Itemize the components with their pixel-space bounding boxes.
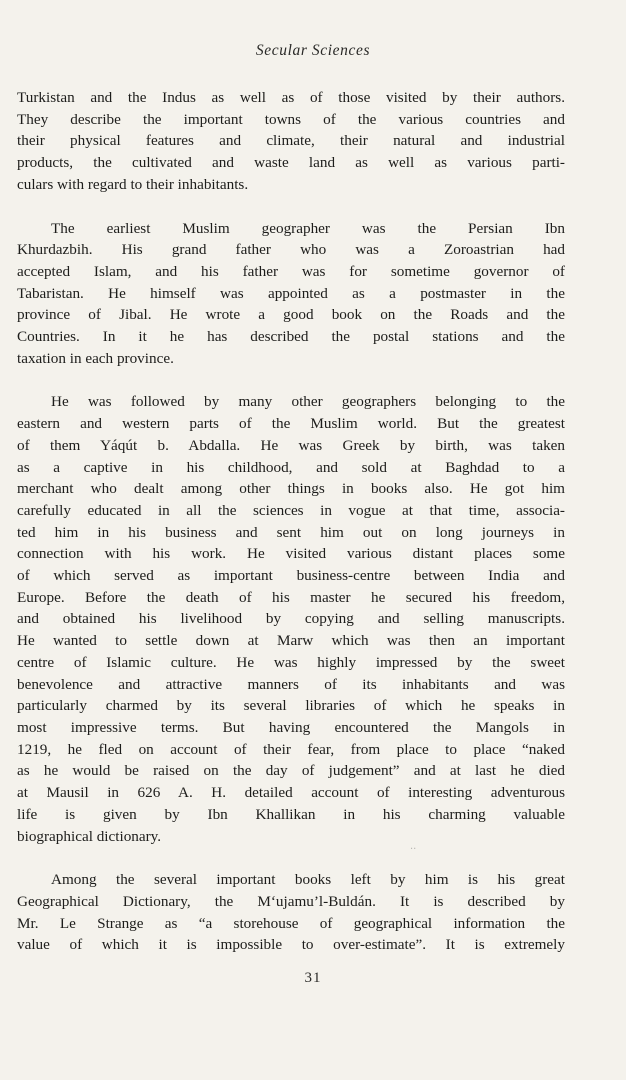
text-line: He was followed by many other geographers belonging to the [51, 393, 565, 411]
paragraph-1 [17, 87, 565, 196]
text-line: carefully educated in all the sciences in vogue at that time, associa- [17, 501, 565, 519]
text-line: biographical dictionary. [17, 827, 162, 845]
text-line: at Mausil in 626 A. H. detailed account of interesting adventurous [17, 784, 565, 802]
text-line: their physical features and climate, their natural and industrial [17, 132, 565, 150]
text-line: province of Jibal. He wrote a good book on the Roads and the [17, 306, 565, 324]
text-line: value of which it is impossible to over-estimate”. It is extremely [17, 936, 565, 954]
text-line: accepted Islam, and his father was for sometime governor of [17, 262, 565, 280]
text-line: Tabaristan. He himself was appointed as a postmaster in the [17, 284, 565, 302]
text-line: They describe the important towns of the various countries and [17, 110, 565, 128]
text-line: particularly charmed by its several libraries of which he speaks in [17, 697, 565, 715]
paragraph-3 [17, 391, 565, 847]
text-line: Europe. Before the death of his master he secured his freedom, [17, 588, 565, 606]
text-line: Geographical Dictionary, the M‘ujamu’l-Buldán. It is described by [17, 892, 565, 910]
page-number: 31 [304, 970, 322, 986]
text-line: eastern and western parts of the Muslim world. But the greatest [17, 415, 565, 433]
text-line: Mr. Le Strange as “a storehouse of geographical information the [17, 914, 565, 932]
text-line: most impressive terms. But having encountered the Mangols in [17, 718, 565, 736]
text-line: merchant who dealt among other things in books also. He got him [17, 480, 565, 498]
text-line: taxation in each province. [17, 349, 174, 367]
text-line: Among the several important books left by him is his great [51, 871, 565, 889]
text-line: ted him in his business and sent him out on long journeys in [17, 523, 565, 541]
text-line: of which served as important business-centre between India and [17, 567, 565, 585]
body-text [17, 87, 565, 978]
text-line: products, the cultivated and waste land as well as various parti- [17, 154, 565, 172]
paragraph-2 [17, 218, 565, 370]
text-line: and obtained his livelihood by copying and selling manuscripts. [17, 610, 565, 628]
running-header: Secular Sciences [255, 42, 371, 59]
text-line: Countries. In it he has described the postal stations and the [17, 328, 565, 346]
text-line: centre of Islamic culture. He was highly impressed by the sweet [17, 653, 565, 671]
text-line: 1219, he fled on account of their fear, from place to place “naked [17, 740, 565, 758]
scan-speck-mark: ‧‧ [410, 844, 417, 855]
text-line: Turkistan and the Indus as well as of those visited by their authors. [17, 89, 565, 106]
paragraph-4 [17, 869, 565, 956]
text-line: as a captive in his childhood, and sold at Baghdad to a [17, 458, 565, 476]
text-line: as he would be raised on the day of judgement” and at last he died [17, 762, 565, 780]
text-line: life is given by Ibn Khallikan in his charming valuable [17, 805, 565, 823]
text-line: benevolence and attractive manners of its inhabitants and was [17, 675, 565, 693]
text-line: connection with his work. He visited various distant places some [17, 545, 565, 563]
text-line: Khurdazbih. His grand father who was a Zoroastrian had [17, 241, 565, 259]
text-line: The earliest Muslim geographer was the Persian Ibn [51, 219, 565, 237]
text-line: of them Yáqút b. Abdalla. He was Greek by birth, was taken [17, 436, 565, 454]
text-line: culars with regard to their inhabitants. [17, 175, 249, 193]
text-line: He wanted to settle down at Marw which was then an important [17, 632, 565, 650]
